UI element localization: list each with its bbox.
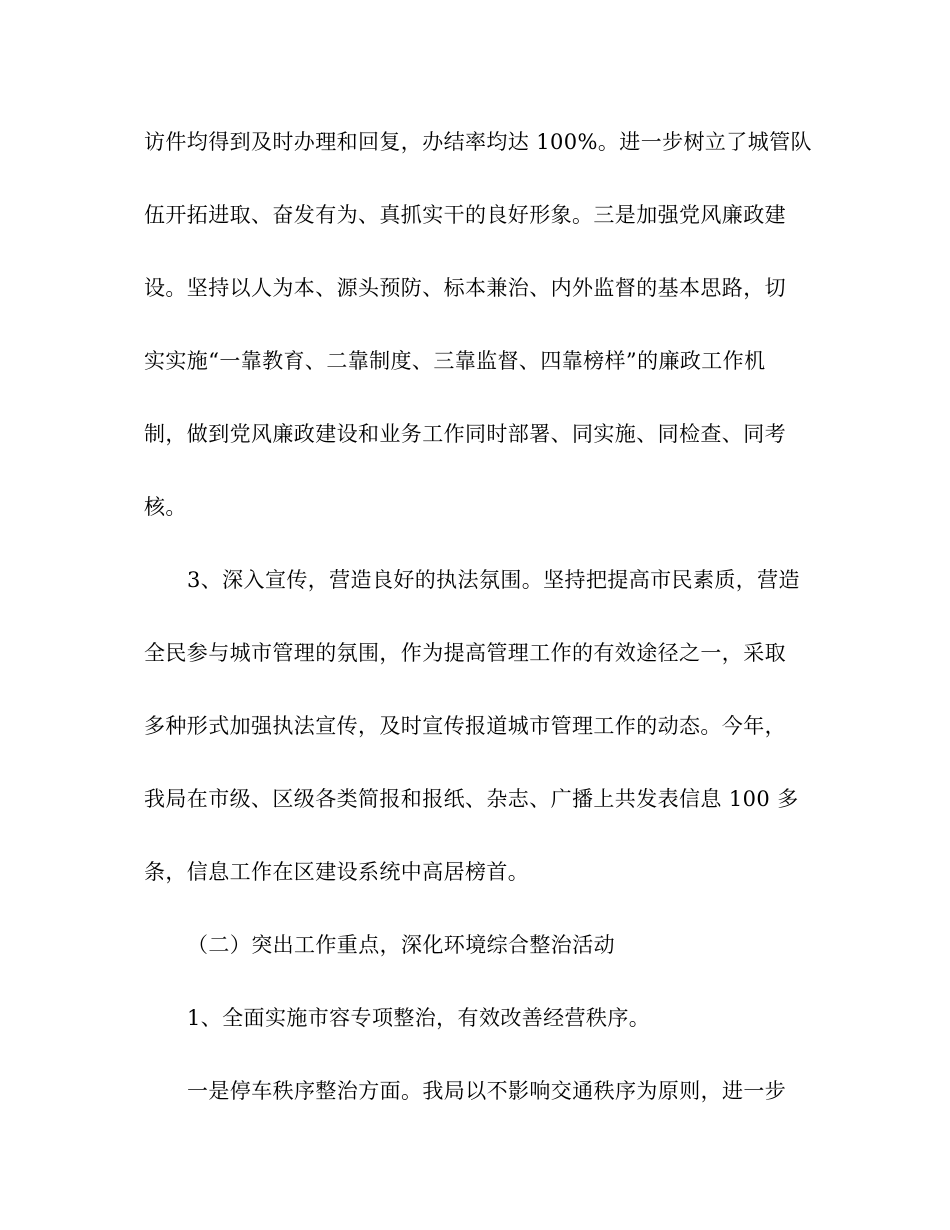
paragraph-line: 多种形式加强执法宣传，及时宣传报道城市管理工作的动态。今年， — [144, 714, 786, 738]
paragraph-line: 访件均得到及时办理和回复，办结率均达 100%。进一步树立了城管队 — [144, 130, 812, 154]
paragraph-line: 制，做到党风廉政建设和业务工作同时部署、同实施、同检查、同考 — [144, 422, 786, 446]
paragraph-line: 核。 — [144, 495, 187, 519]
paragraph-line: 实实施“一靠教育、二靠制度、三靠监督、四靠榜样”的廉政工作机 — [144, 349, 766, 373]
paragraph-line: 全民参与城市管理的氛围，作为提高管理工作的有效途径之一，采取 — [144, 641, 786, 665]
section-heading: （二）突出工作重点，深化环境综合整治活动 — [187, 933, 615, 957]
paragraph-line: 我局在市级、区级各类简报和报纸、杂志、广播上共发表信息 100 多 — [144, 787, 799, 811]
paragraph-line: 条，信息工作在区建设系统中高居榜首。 — [144, 860, 530, 884]
paragraph-line: 伍开拓进取、奋发有为、真抓实干的良好形象。三是加强党风廉政建 — [144, 203, 786, 227]
paragraph-line: 一是停车秩序整治方面。我局以不影响交通秩序为原则，进一步 — [187, 1079, 787, 1103]
paragraph-line: 3、深入宣传，营造良好的执法氛围。坚持把提高市民素质，营造 — [187, 568, 800, 592]
paragraph-line: 设。坚持以人为本、源头预防、标本兼治、内外监督的基本思路，切 — [144, 276, 786, 300]
subsection-heading: 1、全面实施市容专项整治，有效改善经营秩序。 — [187, 1006, 651, 1030]
